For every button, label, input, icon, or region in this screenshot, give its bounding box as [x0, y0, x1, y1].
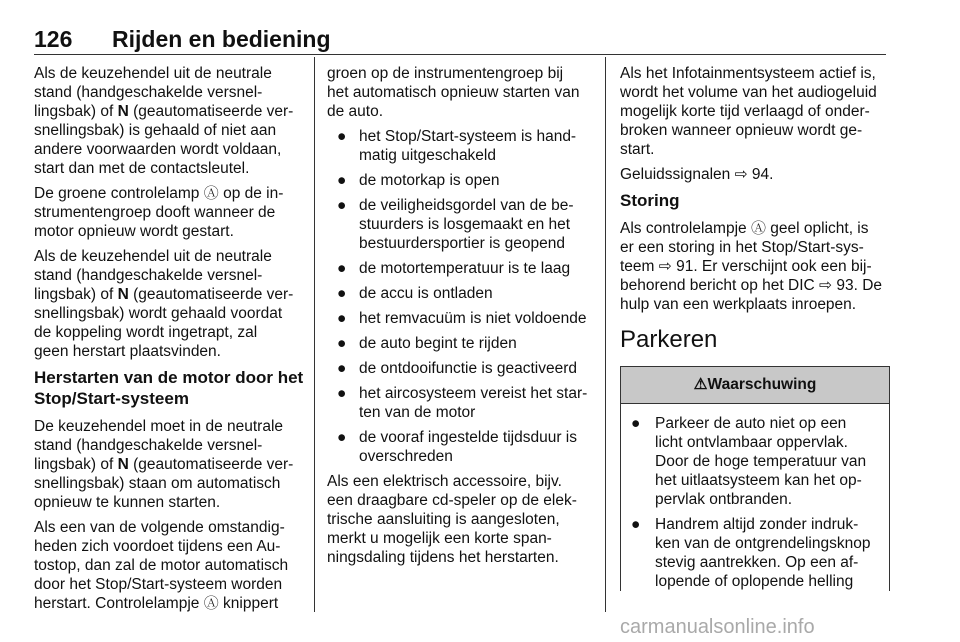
warning-list [627, 414, 881, 591]
column-2 [327, 64, 597, 573]
warning-triangle-icon: ⚠ [693, 376, 708, 393]
bullet-icon: ● [337, 385, 347, 402]
gear-n-letter: N [117, 103, 129, 120]
paragraph: Als een elektrisch accessoire, bijv. een draagbare cd-speler op de elek- trische aansluiting is aangesloten, merkt u mogelijk een korte span- ningsdaling tijdens het herstarten. [327, 473, 577, 566]
gear-n-letter: N [117, 286, 129, 303]
subheading-storing: Storing [620, 191, 680, 210]
watermark[interactable]: carmanualsonline.info [620, 616, 815, 638]
list-item: ● Handrem altijd zonder indruk- ken van de ontgrendelingsknop stevig aantrekken. Op een af- lopende of oplopende helling [631, 516, 871, 590]
column-divider-2 [605, 57, 606, 612]
bullet-icon: ● [337, 128, 347, 145]
paragraph: Als de keuzehendel uit de neutrale stand (handgeschakelde versnel- lingsbak) of N (geautomatiseerde ver- snellingsbak) wordt gehaald voordat de koppeling wordt ingetrapt, zal geen herstart plaatsvinden. [34, 248, 294, 360]
bullet-icon: ● [337, 335, 347, 352]
paragraph: Als een van de volgende omstandig- heden zich voordoet tijdens een Au- tostop, dan zal de motor automatisch door het Stop/Start-systeem worden herstart. Controlelampje Ⓐ knippert [34, 519, 289, 612]
list-item: ● het Stop/Start-systeem is hand- matig uitgeschakeld [337, 128, 577, 164]
section-title: Rijden en bediening [112, 26, 331, 52]
list-item: ● de motortemperatuur is te laag [337, 260, 571, 277]
header-rule [34, 54, 886, 55]
list-item: ● Parkeer de auto niet op een licht ontvlambaar oppervlak. Door de hoge temperatuur van het uitlaatsysteem kan het op- pervlak ontbranden. [631, 415, 867, 508]
restart-conditions-list [327, 127, 597, 466]
autostop-icon: Ⓐ [750, 220, 766, 237]
paragraph: Als het Infotainmentsysteem actief is, wordt het volume van het audiogeluid mogelijk korte tijd verlaagd of onder- broken wanneer opnieuw wordt ge- start. [620, 65, 877, 158]
paragraph: De keuzehendel moet in de neutrale stand (handgeschakelde versnel- lingsbak) of N (geautomatiseerde ver- snellingsbak) staan om automatisch opnieuw te kunnen starten. [34, 418, 294, 511]
list-item: ● de auto begint te rijden [337, 335, 517, 352]
bullet-icon: ● [337, 310, 347, 327]
page-number: 126 [34, 26, 73, 52]
autostop-icon: Ⓐ [203, 595, 219, 612]
page-ref-arrow-icon: ⇨ [734, 166, 748, 183]
bullet-icon: ● [337, 172, 347, 189]
column-3 [620, 64, 890, 597]
bullet-icon: ● [631, 415, 641, 432]
column-divider-1 [314, 57, 315, 612]
paragraph: De groene controlelamp Ⓐ op de in- strumentengroep dooft wanneer de motor opnieuw wordt gestart. [34, 185, 284, 240]
warning-body [621, 404, 889, 591]
list-item: ● de ontdooifunctie is geactiveerd [337, 360, 578, 377]
warning-header [621, 366, 889, 404]
list-item: ● de vooraf ingestelde tijdsduur is overschreden [337, 429, 577, 465]
bullet-icon: ● [631, 516, 641, 533]
paragraph: groen op de instrumentengroep bij het automatisch opnieuw starten van de auto. [327, 65, 580, 120]
bullet-icon: ● [337, 285, 347, 302]
list-item: ● de veiligheidsgordel van de be- stuurders is losgemaakt en het bestuurdersportier is geopend [337, 197, 574, 252]
warning-box [620, 366, 890, 591]
warning-title: Waarschuwing [707, 376, 817, 393]
page-ref-arrow-icon: ⇨ [658, 258, 672, 275]
bullet-icon: ● [337, 360, 347, 377]
bullet-icon: ● [337, 197, 347, 214]
list-item: ● het remvacuüm is niet voldoende [337, 310, 587, 327]
list-item: ● de accu is ontladen [337, 285, 493, 302]
list-item: ● de motorkap is open [337, 172, 500, 189]
list-item: ● het aircosysteem vereist het star- ten van de motor [337, 385, 588, 421]
paragraph: Als de keuzehendel uit de neutrale stand (handgeschakelde versnel- lingsbak) of N (geautomatiseerde ver- snellingsbak) is gehaald of niet aan andere voorwaarden wordt voldaan, start dan met de contactsleutel. [34, 65, 294, 177]
bullet-icon: ● [337, 260, 347, 277]
paragraph: Geluidssignalen ⇨ 94. [620, 166, 774, 183]
section-heading-parkeren: Parkeren [620, 326, 718, 353]
bullet-icon: ● [337, 429, 347, 446]
page-ref-arrow-icon: ⇨ [819, 277, 833, 294]
autostop-icon: Ⓐ [203, 185, 219, 202]
column-1 [34, 64, 304, 619]
subheading-restart: Herstarten van de motor door het Stop/Start-systeem [34, 368, 304, 408]
gear-n-letter: N [117, 456, 129, 473]
paragraph: Als controlelampje Ⓐ geel oplicht, is er een storing in het Stop/Start-sys- teem ⇨ 91. Er verschijnt ook een bij- behorend bericht op het DIC ⇨ 93. De hulp van een werkplaats inroepen. [620, 220, 883, 313]
